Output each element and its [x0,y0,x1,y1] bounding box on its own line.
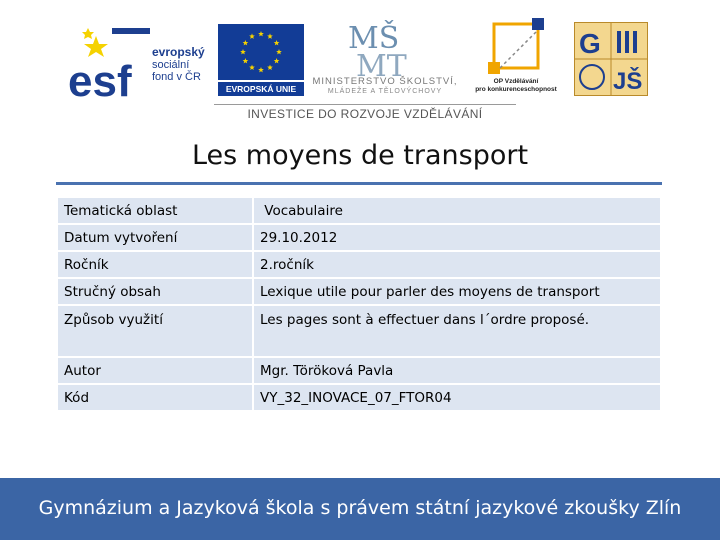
esf-mark-icon [66,22,150,100]
row-value: Mgr. Töröková Pavla [253,357,661,384]
school-logo-letter: G [579,28,601,59]
svg-text:MT: MT [356,49,407,78]
row-value: Lexique utile pour parler des moyens de transport [253,278,661,305]
page-title: Les moyens de transport [191,140,529,171]
msmt-mark-icon [346,20,416,78]
investice-tagline: INVESTICE DO ROZVOJE VZDĚLÁVÁNÍ [214,104,516,123]
row-value: VY_32_INOVACE_07_FTOR04 [253,384,661,411]
table-row [57,384,661,411]
row-label: Stručný obsah [57,278,253,305]
op-logo [470,14,560,100]
op-mark-icon [478,14,554,78]
school-logo-letters: JŠ [613,68,643,95]
row-value: Les pages sont à effectuer dans l´ordre proposé. [253,305,661,357]
row-label: Ročník [57,251,253,278]
svg-text:MŠ: MŠ [348,21,400,56]
logo-banner [0,0,720,128]
esf-line: fond v ČR [152,71,201,83]
row-value: Vocabulaire [253,197,661,224]
op-label-line: pro konkurenceschopnost [475,86,557,93]
table-row [57,197,661,224]
msmt-name-line: MLÁDEŽE A TĚLOVÝCHOVY [327,88,443,95]
row-label: Datum vytvoření [57,224,253,251]
info-table [56,196,662,412]
esf-line: evropský [152,45,205,59]
table-row [57,305,661,357]
esf-line: sociální [152,58,190,71]
eu-flag-icon [218,24,304,80]
row-value: 29.10.2012 [253,224,661,251]
eu-label: EVROPSKÁ UNIE [218,82,304,96]
footer-bar [0,478,720,540]
op-label-line: OP Vzdělávání [493,78,539,85]
table-row [57,278,661,305]
table-row [57,224,661,251]
row-label: Kód [57,384,253,411]
school-logo [574,22,648,96]
school-logo-icon [575,23,647,95]
msmt-name-line: MINISTERSTVO ŠKOLSTVÍ, [312,76,458,87]
op-label [470,78,562,94]
row-label: Způsob využití [57,305,253,357]
svg-text:esf: esf [68,57,132,100]
eu-logo [218,24,306,94]
table-row [57,357,661,384]
title-underline [56,182,662,185]
row-label: Autor [57,357,253,384]
footer-text: Gymnázium a Jazyková škola s právem státní jazykové zkoušky Zlín [38,497,682,519]
row-value: 2.ročník [253,251,661,278]
msmt-logo [310,20,460,100]
row-label: Tematická oblast [57,197,253,224]
esf-text [152,46,205,84]
table-row [57,251,661,278]
esf-logo [66,22,216,100]
